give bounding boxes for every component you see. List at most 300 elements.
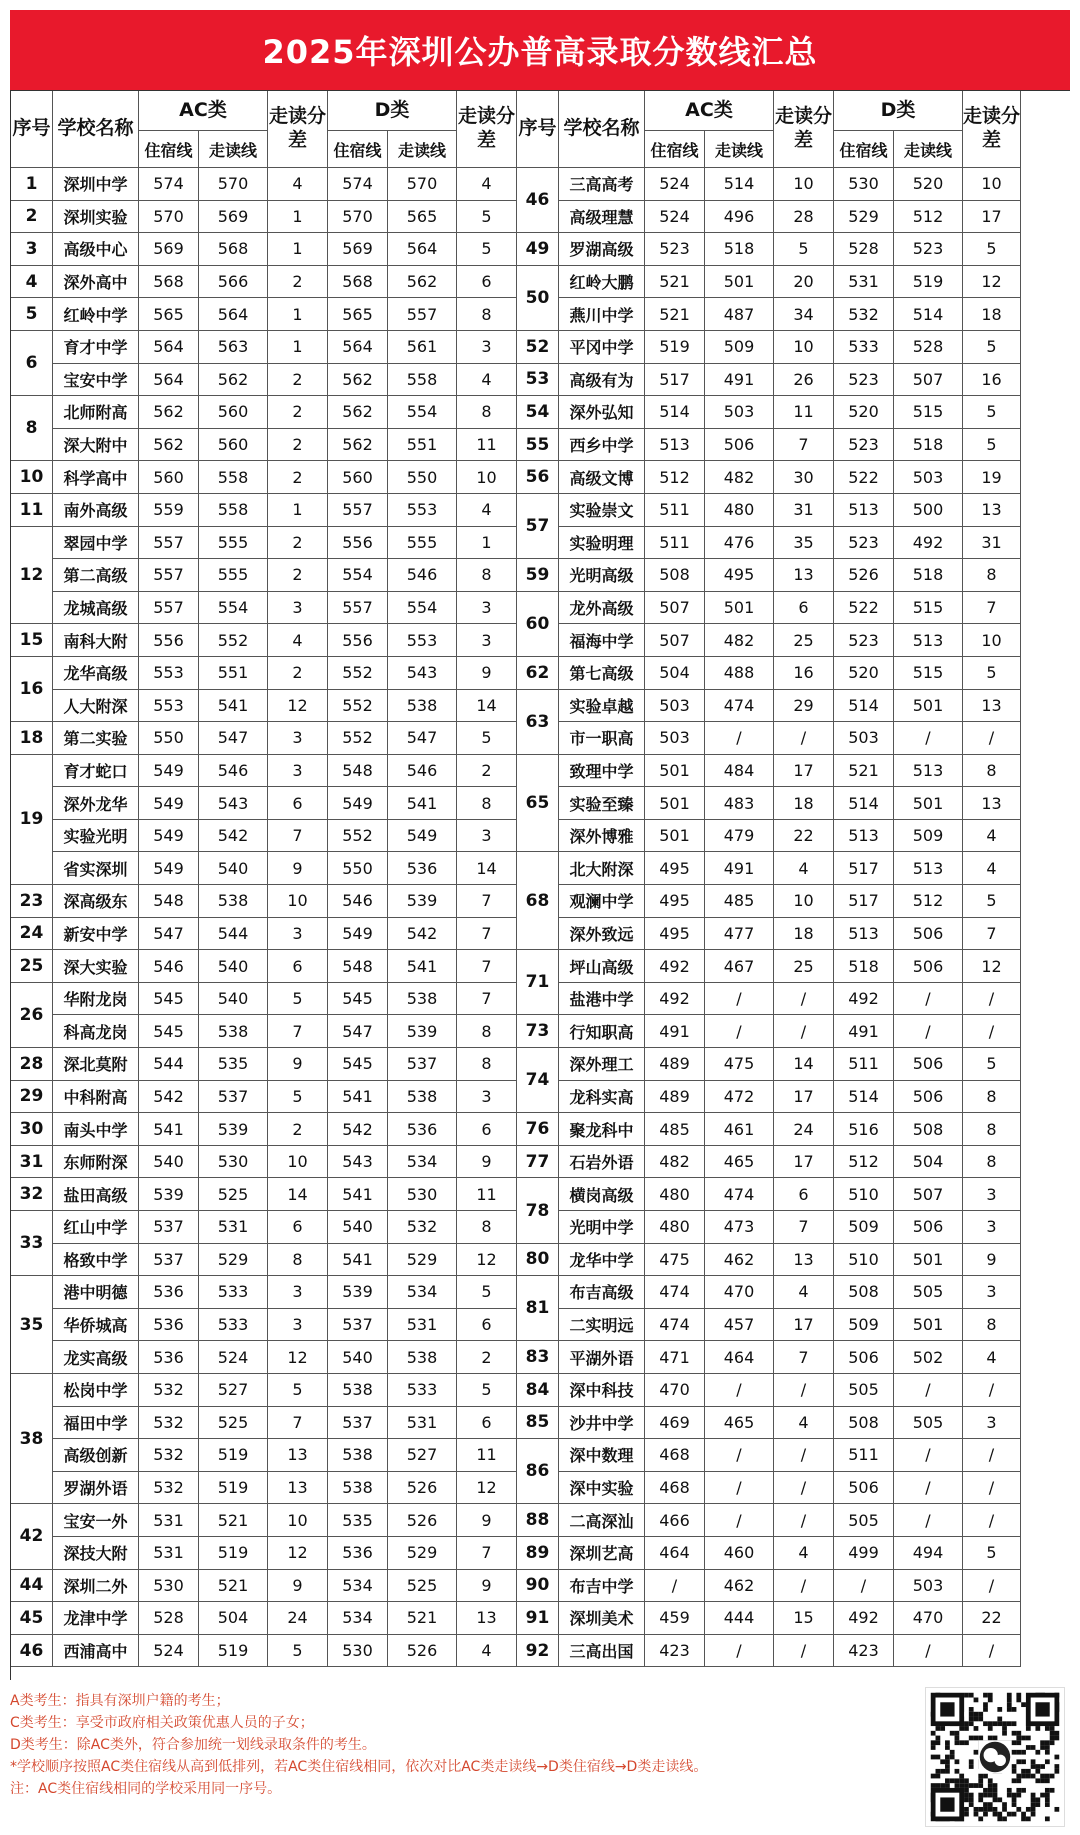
score-cell: 5 xyxy=(774,233,834,266)
score-cell: 505 xyxy=(894,1276,963,1309)
score-cell: 480 xyxy=(645,1178,705,1211)
score-cell: 540 xyxy=(328,1211,388,1244)
score-cell: 468 xyxy=(645,1472,705,1505)
school-name: 新安中学 xyxy=(53,918,139,951)
score-cell: 495 xyxy=(645,852,705,885)
score-cell: 3 xyxy=(457,331,517,364)
score-cell: 25 xyxy=(774,624,834,657)
score-table xyxy=(10,90,1070,1680)
score-cell: 526 xyxy=(388,1472,457,1505)
school-name: 高级创新 xyxy=(53,1439,139,1472)
score-cell: 560 xyxy=(139,461,199,494)
score-cell: 551 xyxy=(388,429,457,462)
score-cell: 7 xyxy=(457,950,517,983)
header-ac-diff: 走读分差 xyxy=(774,91,834,168)
row-seq: 85 xyxy=(517,1407,559,1440)
school-name: 平冈中学 xyxy=(559,331,645,364)
score-cell: 9 xyxy=(268,1048,328,1081)
score-cell: / xyxy=(963,722,1021,755)
score-cell: 507 xyxy=(645,592,705,625)
score-cell: 5 xyxy=(963,1537,1021,1570)
row-seq: 65 xyxy=(517,755,559,853)
score-cell: 471 xyxy=(645,1341,705,1374)
score-cell: 537 xyxy=(388,1048,457,1081)
row-seq: 38 xyxy=(11,1374,53,1504)
row-seq: 83 xyxy=(517,1341,559,1374)
score-cell: / xyxy=(963,983,1021,1016)
score-cell: 25 xyxy=(774,950,834,983)
score-cell: 459 xyxy=(645,1602,705,1635)
score-cell: 557 xyxy=(139,527,199,560)
row-seq: 91 xyxy=(517,1602,559,1635)
score-cell: 7 xyxy=(774,429,834,462)
score-cell: / xyxy=(705,983,774,1016)
score-cell: 537 xyxy=(139,1211,199,1244)
school-name: 育才中学 xyxy=(53,331,139,364)
score-cell: 513 xyxy=(834,820,894,853)
score-cell: / xyxy=(894,1439,963,1472)
score-cell: 17 xyxy=(774,755,834,788)
school-name: 光明中学 xyxy=(559,1211,645,1244)
school-name: 深外龙华 xyxy=(53,787,139,820)
score-cell: 517 xyxy=(834,885,894,918)
score-cell: / xyxy=(705,722,774,755)
score-cell: 514 xyxy=(834,787,894,820)
score-cell: 529 xyxy=(388,1537,457,1570)
score-cell: 562 xyxy=(328,364,388,397)
score-cell: 570 xyxy=(388,168,457,201)
score-cell: 3 xyxy=(963,1276,1021,1309)
score-cell: 529 xyxy=(388,1244,457,1277)
header-school: 学校名称 xyxy=(559,91,645,168)
score-cell: 16 xyxy=(963,364,1021,397)
row-seq: 11 xyxy=(11,494,53,527)
score-cell: 10 xyxy=(457,461,517,494)
score-cell: 7 xyxy=(457,1537,517,1570)
score-cell: 514 xyxy=(834,690,894,723)
score-cell: 549 xyxy=(139,755,199,788)
score-cell: 503 xyxy=(645,722,705,755)
score-cell: 531 xyxy=(139,1537,199,1570)
score-cell: / xyxy=(894,1374,963,1407)
header-ac-boarding: 住宿线 xyxy=(139,131,199,168)
score-cell: 1 xyxy=(268,201,328,234)
score-cell: 530 xyxy=(388,1178,457,1211)
score-cell: 22 xyxy=(963,1602,1021,1635)
row-seq: 56 xyxy=(517,461,559,494)
score-cell: / xyxy=(705,1015,774,1048)
score-cell: 532 xyxy=(388,1211,457,1244)
score-cell: 503 xyxy=(834,722,894,755)
score-cell: 562 xyxy=(388,266,457,299)
score-cell: 503 xyxy=(894,461,963,494)
score-cell: 518 xyxy=(834,950,894,983)
score-cell: 538 xyxy=(328,1472,388,1505)
score-cell: 533 xyxy=(199,1309,268,1342)
score-cell: 536 xyxy=(388,1113,457,1146)
score-cell: 554 xyxy=(199,592,268,625)
score-cell: 550 xyxy=(139,722,199,755)
row-seq: 12 xyxy=(11,527,53,625)
score-cell: 491 xyxy=(834,1015,894,1048)
score-cell: 568 xyxy=(328,266,388,299)
score-cell: 541 xyxy=(388,787,457,820)
score-cell: 491 xyxy=(705,364,774,397)
row-seq: 46 xyxy=(517,168,559,233)
score-cell: 14 xyxy=(774,1048,834,1081)
score-cell: / xyxy=(705,1374,774,1407)
row-seq: 63 xyxy=(517,690,559,755)
score-cell: 487 xyxy=(705,298,774,331)
score-cell: 1 xyxy=(268,233,328,266)
score-cell: 526 xyxy=(834,559,894,592)
school-name: 北大附深 xyxy=(559,852,645,885)
score-cell: 482 xyxy=(705,624,774,657)
score-cell: 549 xyxy=(328,918,388,951)
header-ac: AC类 xyxy=(139,91,268,131)
score-cell: 508 xyxy=(894,1113,963,1146)
score-cell: 491 xyxy=(705,852,774,885)
score-cell: 508 xyxy=(834,1276,894,1309)
score-cell: 518 xyxy=(894,559,963,592)
school-name: 聚龙科中 xyxy=(559,1113,645,1146)
score-cell: 562 xyxy=(139,396,199,429)
score-cell: 548 xyxy=(328,950,388,983)
row-seq: 62 xyxy=(517,657,559,690)
score-cell: 519 xyxy=(645,331,705,364)
score-cell: 506 xyxy=(834,1472,894,1505)
score-cell: 3 xyxy=(268,1309,328,1342)
school-name: 华侨城高 xyxy=(53,1309,139,1342)
score-cell: 533 xyxy=(834,331,894,364)
school-name: 深圳中学 xyxy=(53,168,139,201)
school-name: 第二高级 xyxy=(53,559,139,592)
score-cell: 528 xyxy=(834,233,894,266)
school-name: 深大实验 xyxy=(53,950,139,983)
school-name: 龙外高级 xyxy=(559,592,645,625)
header-d-boarding: 住宿线 xyxy=(328,131,388,168)
score-cell: 4 xyxy=(963,1341,1021,1374)
score-cell: 462 xyxy=(705,1570,774,1603)
score-cell: 560 xyxy=(199,429,268,462)
score-cell: 501 xyxy=(894,787,963,820)
score-cell: 536 xyxy=(139,1276,199,1309)
row-seq: 76 xyxy=(517,1113,559,1146)
score-cell: 5 xyxy=(268,1081,328,1114)
score-cell: 10 xyxy=(963,168,1021,201)
score-cell: 480 xyxy=(705,494,774,527)
score-cell: 501 xyxy=(894,690,963,723)
score-cell: 503 xyxy=(894,1570,963,1603)
score-cell: 565 xyxy=(139,298,199,331)
school-name: 深北莫附 xyxy=(53,1048,139,1081)
row-seq: 92 xyxy=(517,1635,559,1668)
score-cell: 569 xyxy=(199,201,268,234)
school-name: 翠园中学 xyxy=(53,527,139,560)
school-name: 燕川中学 xyxy=(559,298,645,331)
score-cell: 8 xyxy=(457,787,517,820)
score-cell: 5 xyxy=(963,1048,1021,1081)
score-cell: 557 xyxy=(139,559,199,592)
row-seq: 45 xyxy=(11,1602,53,1635)
row-seq: 15 xyxy=(11,624,53,657)
school-name: 南头中学 xyxy=(53,1113,139,1146)
row-seq: 4 xyxy=(11,266,53,299)
score-cell: 533 xyxy=(388,1374,457,1407)
score-cell: 568 xyxy=(139,266,199,299)
score-cell: 533 xyxy=(199,1276,268,1309)
score-cell: 467 xyxy=(705,950,774,983)
score-cell: 538 xyxy=(388,1341,457,1374)
score-cell: 547 xyxy=(199,722,268,755)
score-cell: / xyxy=(774,1374,834,1407)
score-cell: 556 xyxy=(328,527,388,560)
school-name: 省实深圳 xyxy=(53,852,139,885)
score-cell: 534 xyxy=(388,1276,457,1309)
row-seq: 35 xyxy=(11,1276,53,1374)
score-cell: 4 xyxy=(457,168,517,201)
score-cell: / xyxy=(894,1015,963,1048)
score-cell: 484 xyxy=(705,755,774,788)
note-line: *学校顺序按照AC类住宿线从高到低排列，若AC类住宿线相同，依次对比AC类走读线→D类住宿线→D类走读线。 xyxy=(10,1759,708,1775)
score-cell: 523 xyxy=(834,624,894,657)
score-cell: 562 xyxy=(199,364,268,397)
school-name: 西浦高中 xyxy=(53,1635,139,1668)
score-cell: 6 xyxy=(457,1113,517,1146)
score-cell: 542 xyxy=(139,1081,199,1114)
school-name: 深外理工 xyxy=(559,1048,645,1081)
score-cell: 4 xyxy=(774,1407,834,1440)
score-cell: 538 xyxy=(388,983,457,1016)
score-cell: 2 xyxy=(268,559,328,592)
score-cell: 5 xyxy=(268,1374,328,1407)
score-cell: 546 xyxy=(388,755,457,788)
score-cell: 534 xyxy=(388,1146,457,1179)
score-cell: 6 xyxy=(268,1211,328,1244)
score-cell: 529 xyxy=(834,201,894,234)
score-cell: 564 xyxy=(139,331,199,364)
row-seq: 52 xyxy=(517,331,559,364)
score-cell: 472 xyxy=(705,1081,774,1114)
score-cell: 562 xyxy=(139,429,199,462)
school-name: 深圳实验 xyxy=(53,201,139,234)
score-cell: 13 xyxy=(774,559,834,592)
score-cell: 521 xyxy=(388,1602,457,1635)
school-name: 科高龙岗 xyxy=(53,1015,139,1048)
score-cell: 12 xyxy=(268,1537,328,1570)
score-cell: 3 xyxy=(457,1081,517,1114)
score-cell: 11 xyxy=(774,396,834,429)
school-name: 宝安中学 xyxy=(53,364,139,397)
score-cell: 474 xyxy=(645,1309,705,1342)
score-cell: 545 xyxy=(328,983,388,1016)
score-cell: 546 xyxy=(388,559,457,592)
row-seq: 32 xyxy=(11,1178,53,1211)
score-cell: 542 xyxy=(328,1113,388,1146)
score-cell: 532 xyxy=(139,1439,199,1472)
school-name: 盐港中学 xyxy=(559,983,645,1016)
score-cell: 541 xyxy=(139,1113,199,1146)
score-cell: 505 xyxy=(834,1374,894,1407)
score-cell: 29 xyxy=(774,690,834,723)
score-cell: 8 xyxy=(457,396,517,429)
score-cell: 488 xyxy=(705,657,774,690)
score-cell: 504 xyxy=(894,1146,963,1179)
score-cell: 530 xyxy=(328,1635,388,1668)
score-cell: 470 xyxy=(705,1276,774,1309)
score-cell: 558 xyxy=(199,461,268,494)
header-school: 学校名称 xyxy=(53,91,139,168)
score-cell: / xyxy=(705,1504,774,1537)
score-cell: 549 xyxy=(139,820,199,853)
score-cell: 501 xyxy=(894,1244,963,1277)
score-cell: 504 xyxy=(645,657,705,690)
score-cell: 14 xyxy=(268,1178,328,1211)
score-cell: 20 xyxy=(774,266,834,299)
score-cell: 18 xyxy=(963,298,1021,331)
score-cell: 549 xyxy=(388,820,457,853)
score-cell: 495 xyxy=(645,885,705,918)
score-cell: 508 xyxy=(834,1407,894,1440)
score-cell: 528 xyxy=(894,331,963,364)
score-cell: 5 xyxy=(963,233,1021,266)
note-line: D类考生：除AC类外，符合参加统一划线录取条件的考生。 xyxy=(10,1737,376,1753)
score-cell: 541 xyxy=(388,950,457,983)
score-cell: 6 xyxy=(457,1309,517,1342)
school-name: 中科附高 xyxy=(53,1081,139,1114)
score-cell: 475 xyxy=(645,1244,705,1277)
row-seq: 1 xyxy=(11,168,53,201)
score-cell: 11 xyxy=(457,1178,517,1211)
score-cell: 9 xyxy=(268,1570,328,1603)
score-cell: 510 xyxy=(834,1178,894,1211)
school-name: 南外高级 xyxy=(53,494,139,527)
score-cell: 520 xyxy=(894,168,963,201)
score-cell: 19 xyxy=(963,461,1021,494)
row-seq: 78 xyxy=(517,1178,559,1243)
score-cell: 506 xyxy=(894,1081,963,1114)
wechat-qr-icon[interactable] xyxy=(925,1687,1065,1827)
score-cell: 511 xyxy=(645,527,705,560)
school-name: 行知职高 xyxy=(559,1015,645,1048)
score-cell: 569 xyxy=(139,233,199,266)
header-ac-day: 走读线 xyxy=(705,131,774,168)
score-cell: 536 xyxy=(139,1341,199,1374)
score-cell: 1 xyxy=(268,494,328,527)
school-name: 宝安一外 xyxy=(53,1504,139,1537)
score-cell: 552 xyxy=(328,657,388,690)
score-cell: / xyxy=(894,983,963,1016)
school-name: 育才蛇口 xyxy=(53,755,139,788)
score-cell: 510 xyxy=(834,1244,894,1277)
score-cell: 523 xyxy=(834,429,894,462)
score-cell: 512 xyxy=(894,885,963,918)
score-cell: 553 xyxy=(388,624,457,657)
school-name: 红山中学 xyxy=(53,1211,139,1244)
score-cell: 532 xyxy=(139,1407,199,1440)
score-cell: 543 xyxy=(328,1146,388,1179)
score-cell: 517 xyxy=(645,364,705,397)
score-cell: 13 xyxy=(774,1244,834,1277)
score-cell: 540 xyxy=(199,852,268,885)
header-d-boarding: 住宿线 xyxy=(834,131,894,168)
score-cell: 519 xyxy=(894,266,963,299)
row-seq: 90 xyxy=(517,1570,559,1603)
score-cell: 501 xyxy=(645,820,705,853)
score-cell: 538 xyxy=(388,1081,457,1114)
score-cell: 17 xyxy=(963,201,1021,234)
score-cell: 501 xyxy=(645,787,705,820)
score-cell: 528 xyxy=(139,1602,199,1635)
score-cell: 569 xyxy=(328,233,388,266)
score-cell: 527 xyxy=(388,1439,457,1472)
school-name: 深外致远 xyxy=(559,918,645,951)
score-cell: 521 xyxy=(834,755,894,788)
score-cell: 8 xyxy=(457,1015,517,1048)
score-cell: 566 xyxy=(199,266,268,299)
score-cell: 522 xyxy=(834,461,894,494)
score-cell: 506 xyxy=(894,1048,963,1081)
score-cell: 560 xyxy=(199,396,268,429)
score-cell: 542 xyxy=(199,820,268,853)
school-name: 深中实验 xyxy=(559,1472,645,1505)
score-cell: 3 xyxy=(963,1407,1021,1440)
score-cell: 548 xyxy=(328,755,388,788)
score-cell: 513 xyxy=(894,755,963,788)
score-cell: / xyxy=(894,722,963,755)
score-cell: 5 xyxy=(963,885,1021,918)
score-cell: 6 xyxy=(268,787,328,820)
score-cell: 553 xyxy=(139,690,199,723)
score-cell: 3 xyxy=(963,1178,1021,1211)
score-cell: 473 xyxy=(705,1211,774,1244)
score-cell: 491 xyxy=(645,1015,705,1048)
school-name: 深技大附 xyxy=(53,1537,139,1570)
score-cell: 514 xyxy=(894,298,963,331)
header-d-day: 走读线 xyxy=(388,131,457,168)
school-name: 龙华中学 xyxy=(559,1244,645,1277)
score-cell: 513 xyxy=(834,494,894,527)
score-cell: 8 xyxy=(963,1081,1021,1114)
school-name: 深圳艺高 xyxy=(559,1537,645,1570)
school-name: 深高级东 xyxy=(53,885,139,918)
score-cell: 503 xyxy=(645,690,705,723)
school-name: 东师附深 xyxy=(53,1146,139,1179)
score-cell: 519 xyxy=(199,1635,268,1668)
score-cell: 15 xyxy=(774,1602,834,1635)
score-cell: 524 xyxy=(645,168,705,201)
school-name: 高级文博 xyxy=(559,461,645,494)
row-seq: 24 xyxy=(11,918,53,951)
score-cell: 35 xyxy=(774,527,834,560)
score-cell: 519 xyxy=(199,1537,268,1570)
score-cell: 6 xyxy=(268,950,328,983)
score-cell: 8 xyxy=(268,1244,328,1277)
score-cell: 514 xyxy=(645,396,705,429)
score-cell: 7 xyxy=(268,1407,328,1440)
school-name: 红岭大鹏 xyxy=(559,266,645,299)
score-cell: 6 xyxy=(457,266,517,299)
score-cell: 545 xyxy=(139,983,199,1016)
score-cell: 523 xyxy=(834,527,894,560)
score-cell: / xyxy=(774,1504,834,1537)
score-cell: / xyxy=(705,1439,774,1472)
school-name: 实验明理 xyxy=(559,527,645,560)
score-cell: 4 xyxy=(963,820,1021,853)
note-line: 注：AC类住宿线相同的学校采用同一序号。 xyxy=(10,1781,282,1797)
score-cell: 3 xyxy=(268,592,328,625)
score-cell: 557 xyxy=(328,592,388,625)
